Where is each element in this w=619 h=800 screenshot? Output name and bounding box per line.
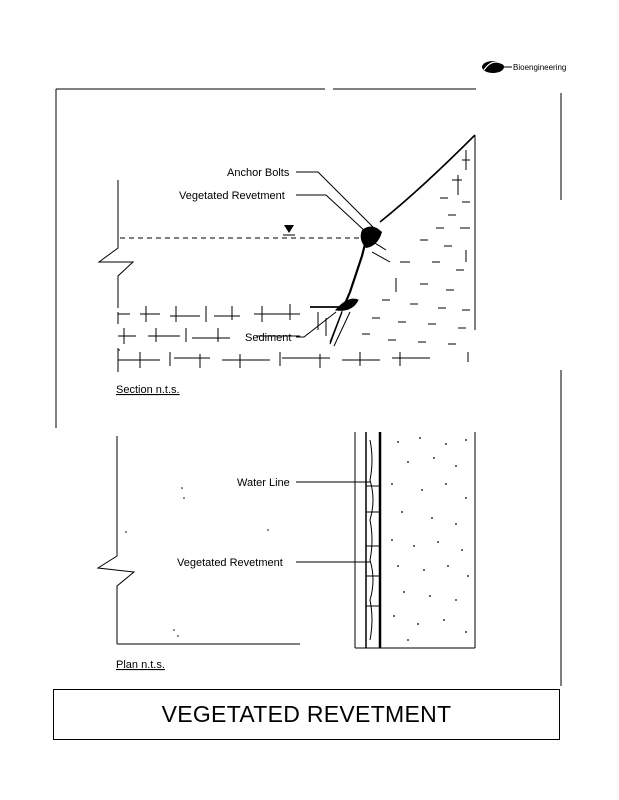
section-break-line [99,180,133,308]
water-level-symbol [284,225,294,233]
label-vegetated-revetment-plan: Vegetated Revetment [177,557,283,569]
label-vegetated-revetment-section: Vegetated Revetment [179,190,285,202]
plan-leaders [296,482,370,562]
logo [482,61,566,73]
section-view [99,135,475,396]
revetment-mat [344,226,390,306]
plan-soil-stipple [125,437,469,641]
label-anchor-bolts: Anchor Bolts [227,167,290,179]
plan-bank [355,432,475,648]
plan-break-line [98,436,134,644]
logo-text: Bioengineering [513,63,567,72]
label-water-line: Water Line [237,477,290,489]
leaf-logo-icon [482,61,512,73]
plan-caption: Plan n.t.s. [116,659,165,671]
bank-soil-hatch [362,135,475,362]
section-caption: Section n.t.s. [116,384,180,396]
title-block [53,689,560,740]
bank-slope-upper [380,135,475,222]
label-sediment: Sediment [245,332,292,344]
plan-revetment-strip [366,432,380,648]
toe-sediment [310,299,358,346]
plan-view [98,432,475,671]
drawing-title: VEGETATED REVETMENT [161,701,452,727]
